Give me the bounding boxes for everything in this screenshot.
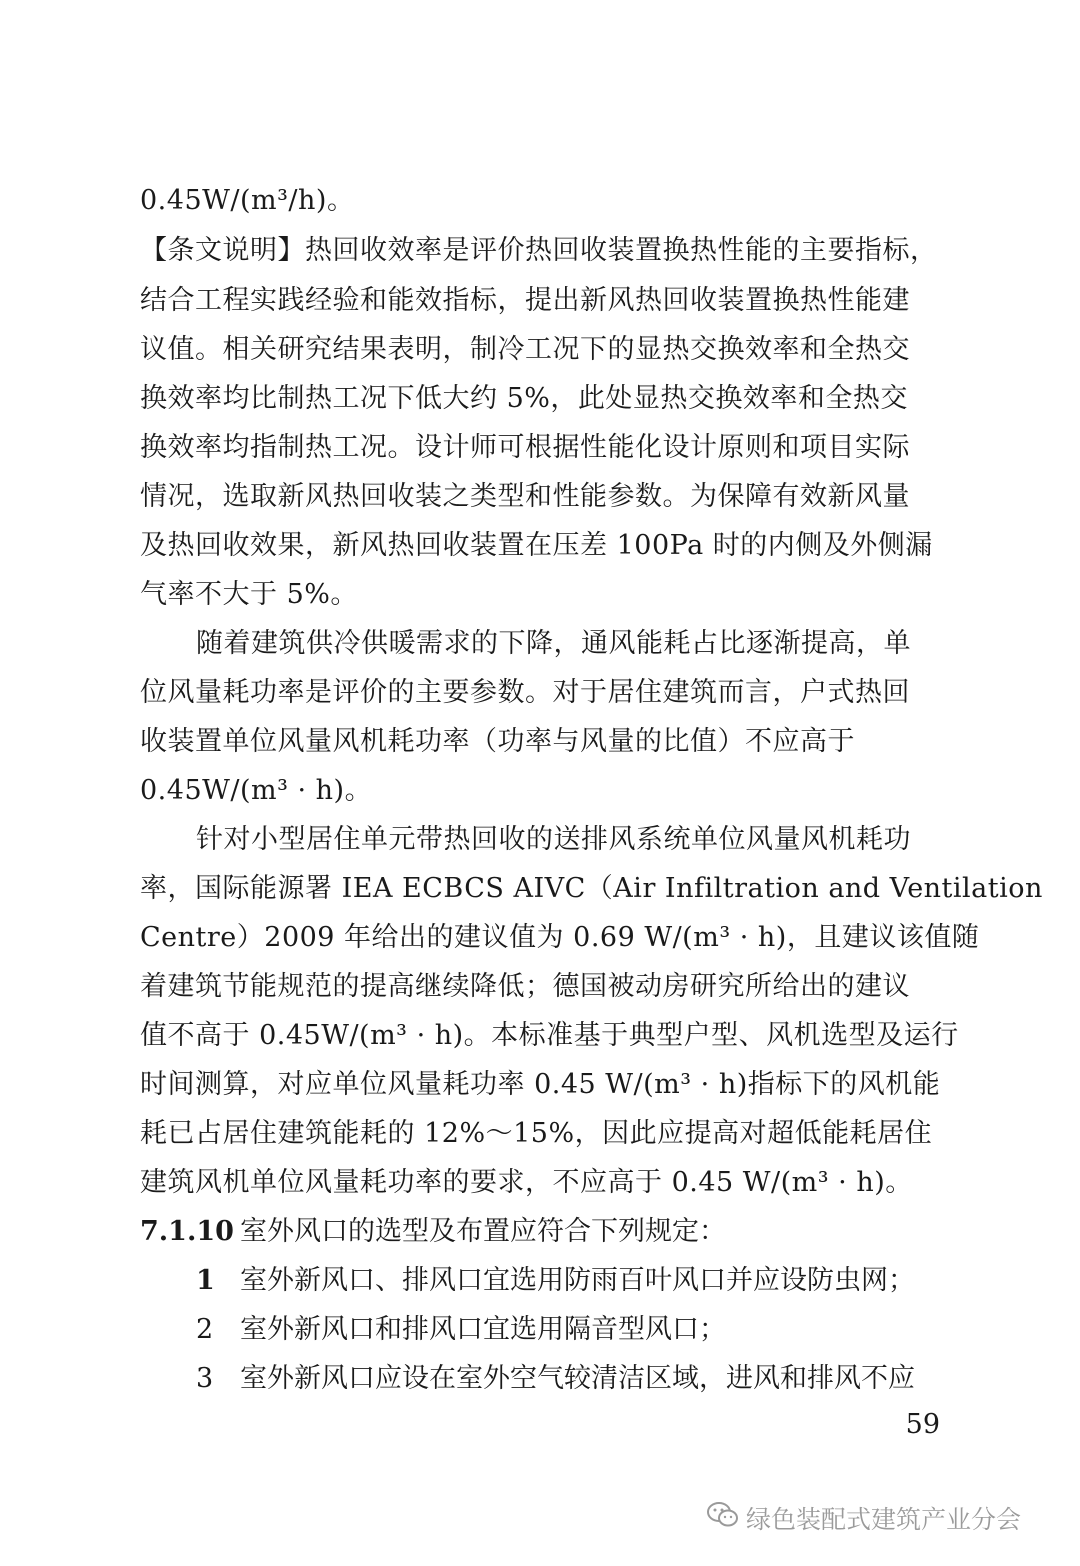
text-line: 及热回收效果，新风热回收装置在压差 100Pa 时的内侧及外侧漏 — [140, 530, 933, 561]
list-item — [196, 1264, 940, 1298]
clause-number: 7.1.10 — [140, 1216, 234, 1247]
wechat-icon — [706, 1501, 740, 1541]
text-line: 结合工程实践经验和能效指标，提出新风热回收装置换热性能建 — [140, 285, 910, 316]
watermark-text: 绿色装配式建筑产业分会 — [746, 1505, 1022, 1534]
text-line: 率，国际能源署 IEA ECBCS AIVC（Air Infiltration and Ventilation — [140, 873, 1043, 904]
text-line: 议值。相关研究结果表明，制冷工况下的显热交换效率和全热交 — [140, 334, 910, 365]
list-item-text: 室外新风口应设在室外空气较清洁区域，进风和排风不应 — [240, 1363, 915, 1394]
text-line: 随着建筑供冷供暖需求的下降，通风能耗占比逐渐提高，单 — [196, 628, 911, 659]
text-line: 针对小型居住单元带热回收的送排风系统单位风量风机耗功 — [196, 824, 911, 855]
text-line: 耗已占居住建筑能耗的 12%～15%，因此应提高对超低能耗居住 — [140, 1118, 933, 1149]
clause-text: 室外风口的选型及布置应符合下列规定： — [240, 1216, 726, 1247]
text-line: 时间测算，对应单位风量耗功率 0.45 W/(m³ · h)指标下的风机能 — [140, 1069, 941, 1100]
text-line: 0.45W/(m³/h)。 — [140, 185, 355, 216]
list-item — [196, 1313, 940, 1347]
list-item-text: 室外新风口和排风口宜选用隔音型风口； — [240, 1314, 726, 1345]
text-line: 换效率均指制热工况。设计师可根据性能化设计原则和项目实际 — [140, 432, 910, 463]
text-line: 0.45W/(m³ · h)。 — [140, 775, 373, 806]
text-line: Centre）2009 年给出的建议值为 0.69 W/(m³ · h)，且建议该值随 — [140, 922, 980, 953]
text-line: 着建筑节能规范的提高继续降低；德国被动房研究所给出的建议 — [140, 971, 910, 1002]
text-line: 建筑风机单位风量耗功率的要求，不应高于 0.45 W/(m³ · h)。 — [140, 1167, 913, 1198]
text-line: 值不高于 0.45W/(m³ · h)。本标准基于典型户型、风机选型及运行 — [140, 1020, 959, 1051]
watermark — [706, 1500, 1056, 1540]
list-item-text: 室外新风口、排风口宜选用防雨百叶风口并应设防虫网； — [240, 1265, 915, 1296]
text-line: 换效率均比制热工况下低大约 5%，此处显热交换效率和全热交 — [140, 383, 908, 414]
text-line: 气率不大于 5%。 — [140, 579, 358, 610]
list-item-number: 1 — [196, 1265, 215, 1296]
text-line: 情况，选取新风热回收装之类型和性能参数。为保障有效新风量 — [140, 481, 910, 512]
text-line: 【条文说明】热回收效率是评价热回收装置换热性能的主要指标， — [140, 235, 938, 266]
clause-heading — [140, 1215, 940, 1249]
list-item — [196, 1362, 940, 1396]
list-item-number: 3 — [196, 1363, 214, 1394]
page-number: 59 — [905, 1409, 940, 1440]
text-line: 位风量耗功率是评价的主要参数。对于居住建筑而言，户式热回 — [140, 677, 910, 708]
text-line: 收装置单位风量风机耗功率（功率与风量的比值）不应高于 — [140, 726, 855, 757]
list-item-number: 2 — [196, 1314, 214, 1345]
